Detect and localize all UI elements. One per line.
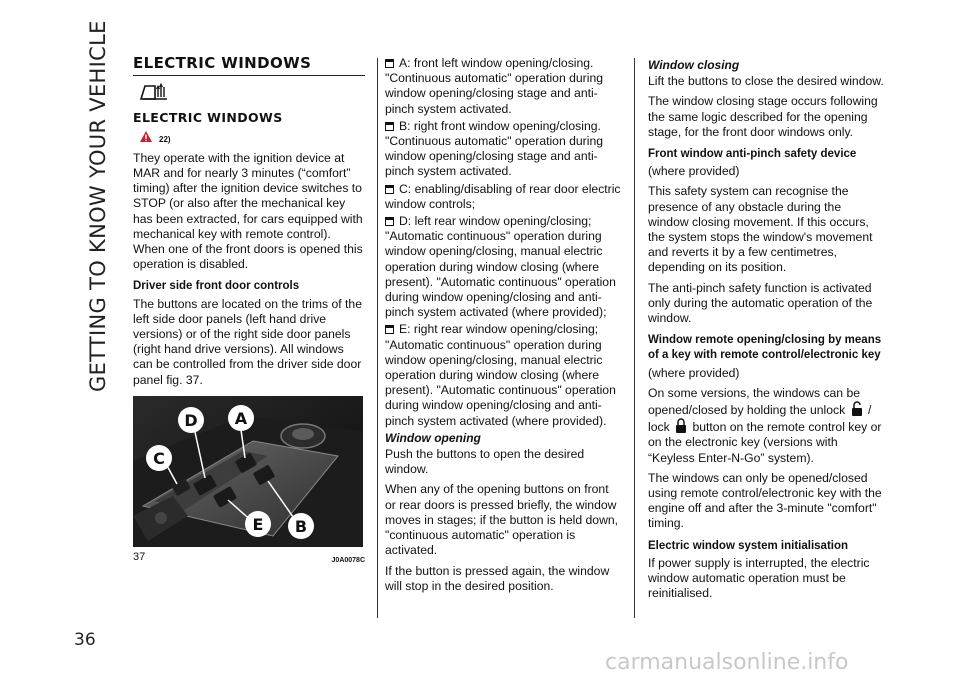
opening-paragraph: When any of the opening buttons on front or rear doors is pressed briefly, the window moves in stages; if the button is held down, "continuous automatic" operation is activated. — [385, 482, 619, 558]
square-bullet-icon — [385, 217, 394, 226]
remote-paragraph: On some versions, the windows can be opened/closed by holding the unlock / lock button on the remote control key or on the electronic key (versions with “Keyless Enter-N-Go” system). — [648, 385, 882, 465]
subheading: ELECTRIC WINDOWS — [133, 110, 283, 126]
column-3 — [648, 56, 884, 607]
init-paragraph: If power supply is interrupted, the electric window automatic operation must be reinitialised. — [648, 555, 870, 601]
window-opening-heading: Window opening — [385, 430, 481, 445]
antipinch-heading: Front window anti-pinch safety device — [648, 148, 857, 161]
square-bullet-icon — [385, 122, 394, 131]
init-heading: Electric window system initialisation — [648, 539, 849, 552]
column-1 — [133, 56, 365, 568]
watermark: carmanualsonline.info — [605, 650, 849, 675]
column-divider — [634, 58, 635, 618]
svg-text:D: D — [184, 410, 198, 430]
svg-text:E: E — [252, 514, 264, 534]
antipinch-paragraph: This safety system can recognise the presence of any obstacle during the window closing movement. If this occurs, the system stops the window's movement and reverts it by a few centimetres, depending on its position. — [648, 184, 873, 275]
warning-triangle-icon — [139, 130, 153, 143]
list-item: A: front left window opening/closing. "Continuous automatic" operation during window opening/closing stage and anti-pinch system activated. — [385, 56, 604, 116]
page-number: 36 — [74, 630, 96, 650]
driver-controls-heading: Driver side front door controls — [133, 280, 300, 293]
warning-reference: 22) — [159, 134, 171, 144]
square-bullet-icon — [385, 325, 394, 334]
list-item: C: enabling/disabling of rear door electric window controls; — [385, 181, 621, 211]
warning-note — [139, 130, 365, 147]
figure-label-C — [146, 445, 172, 471]
column-2 — [385, 56, 621, 599]
closing-paragraph: Lift the buttons to close the desired window. — [648, 74, 884, 89]
list-item: D: left rear window opening/closing; "Automatic continuous" operation during window opening/closing, manual electric operation during window closing (where present). "Automatic continuous" operation during window opening/closing and anti-pinch system activated (where provided); — [385, 214, 616, 320]
window-closing-heading: Window closing — [648, 58, 740, 72]
remote-paragraph: The windows can only be opened/closed using remote control/electronic key with the engine off and after the 3-minute "comfort" timing. — [648, 470, 882, 531]
remote-provided: (where provided) — [648, 365, 740, 380]
column-divider — [377, 58, 378, 618]
electric-window-icon — [139, 82, 365, 106]
opening-paragraph: Push the buttons to open the desired window. — [385, 447, 585, 477]
svg-text:B: B — [294, 516, 308, 536]
svg-text:A: A — [234, 408, 248, 428]
square-bullet-icon — [385, 59, 394, 68]
antipinch-paragraph: The anti-pinch safety function is activated only during the automatic operation of the window. — [648, 280, 873, 326]
figure-label-A — [228, 405, 254, 431]
list-item: B: right front window opening/closing. "Continuous automatic" operation during window opening/closing stage and anti-pinch system activated. — [385, 118, 604, 179]
figure-number: 37 — [133, 550, 146, 563]
section-heading: ELECTRIC WINDOWS — [133, 56, 365, 76]
square-bullet-icon — [385, 185, 394, 194]
figure-label-B — [288, 513, 314, 539]
driver-controls-paragraph: The buttons are located on the trims of the left side door panels (left hand drive versions) or of the right side door panels (right hand drive versions). All windows can be controlled from the driver side door panel fig. 37. — [133, 296, 362, 387]
antipinch-provided: (where provided) — [648, 164, 740, 179]
opening-paragraph: If the button is pressed again, the window will stop in the desired position. — [385, 563, 610, 593]
intro-paragraph: They operate with the ignition device at MAR and for nearly 3 minutes (“comfort” timing) after the ignition device switches to STOP (or also after the mechanical key has been extracted, for cars equipped with mechanical key with remote control). When one of the front doors is opened this operation is disabled. — [133, 150, 363, 272]
figure-label-D — [178, 407, 204, 433]
svg-text:C: C — [153, 448, 165, 468]
list-item: E: right rear window opening/closing; "Automatic continuous" operation during window opening/closing, manual electric operation during window closing (where present). "Automatic continuous" operation during window opening/closing and anti-pinch system activated (where provided). — [385, 322, 616, 428]
lock-icon — [675, 418, 687, 434]
unlock-icon — [851, 401, 863, 417]
door-controls-figure — [133, 396, 363, 547]
figure-caption — [133, 550, 365, 568]
remote-heading: Window remote opening/closing by means of a key with remote control/electronic key — [648, 334, 882, 362]
figure-code: J0A0078C — [331, 556, 365, 564]
figure-label-E — [245, 511, 271, 537]
section-side-title: GETTING TO KNOW YOUR VEHICLE — [86, 20, 110, 392]
closing-paragraph: The window closing stage occurs following the same logic described for the opening stage, for the front door windows only. — [648, 94, 878, 139]
